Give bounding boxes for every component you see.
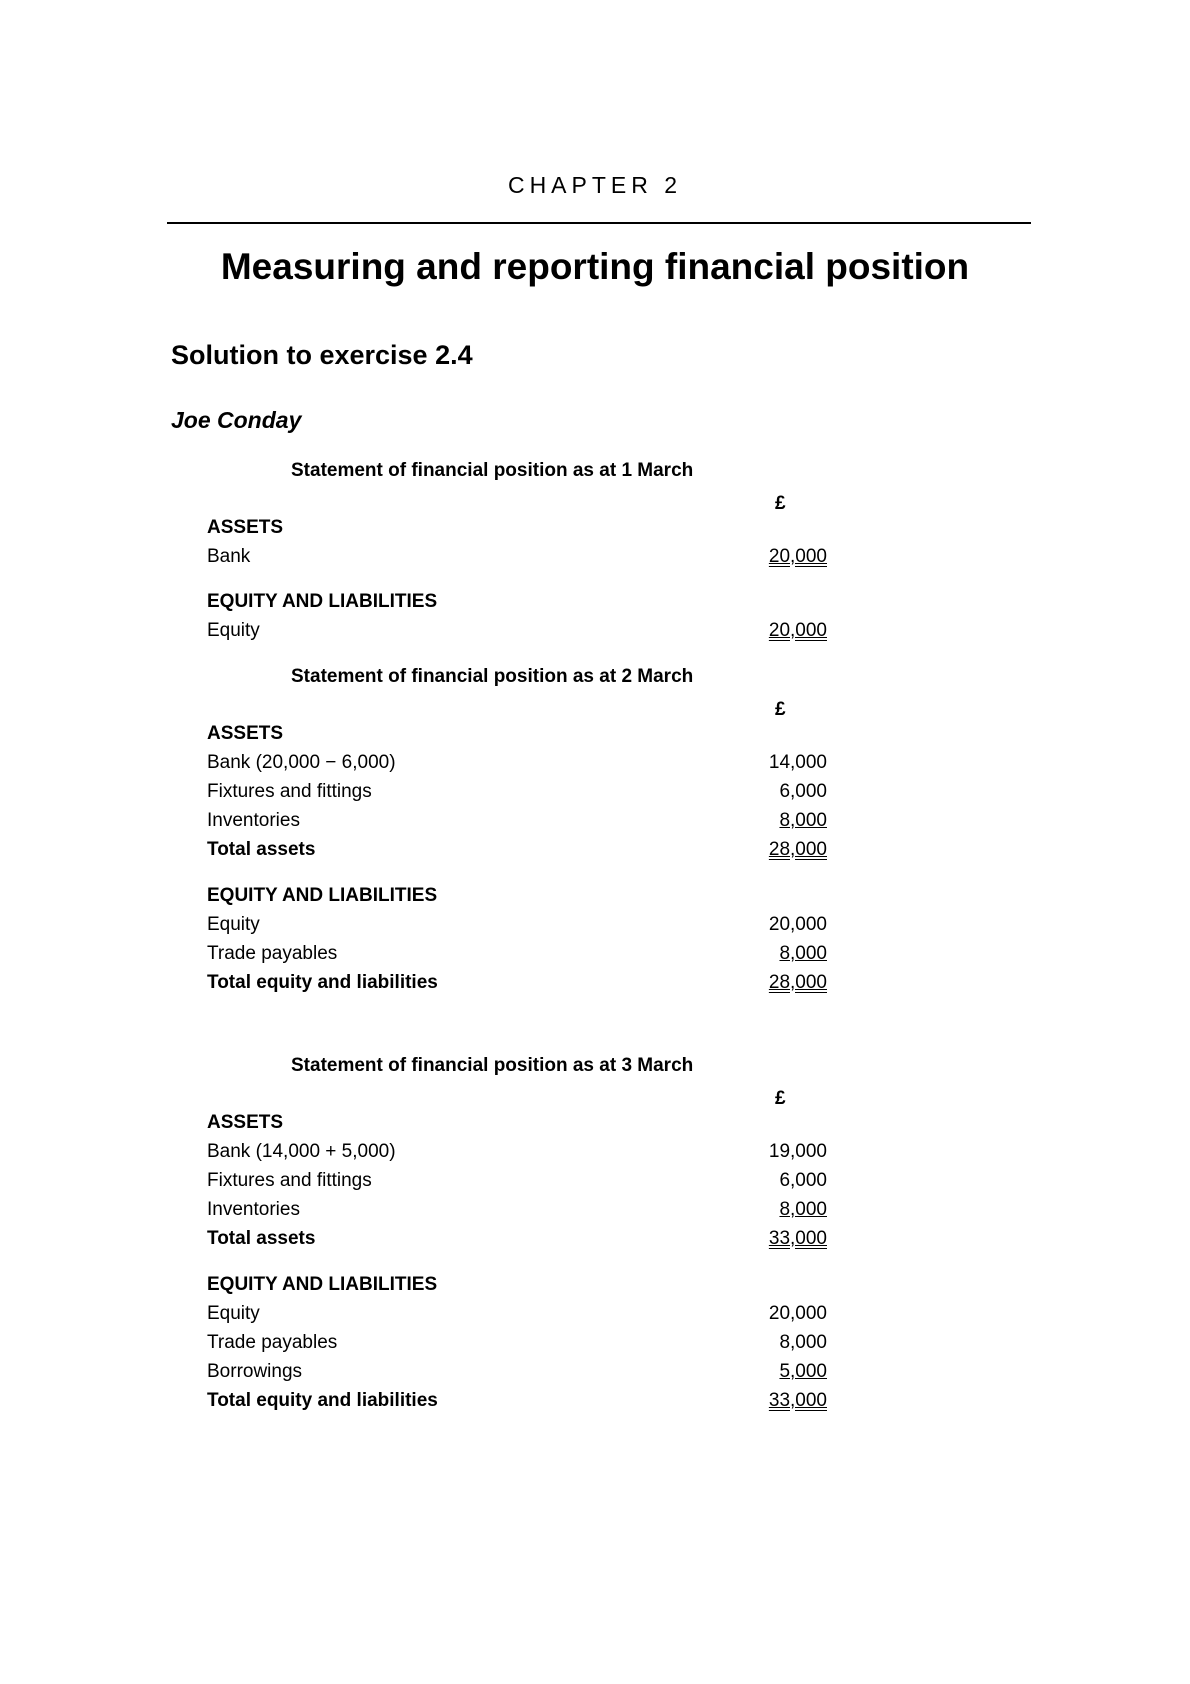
line-item-label: Equity xyxy=(207,914,260,935)
line-item-amount: 14,000 xyxy=(768,752,827,773)
entity-name: Joe Conday xyxy=(171,407,302,433)
total-amount: 28,000 xyxy=(768,839,827,860)
line-item xyxy=(207,810,827,836)
line-item xyxy=(207,1332,827,1358)
equity-heading-row xyxy=(207,591,827,617)
total-row xyxy=(207,972,827,998)
currency-symbol: £ xyxy=(775,493,786,514)
total-row xyxy=(207,839,827,865)
line-item-label: Inventories xyxy=(207,1199,300,1220)
line-item-label: Bank (20,000 − 6,000) xyxy=(207,752,396,773)
chapter-title: Measuring and reporting financial position xyxy=(220,246,970,287)
line-item-label: Fixtures and fittings xyxy=(207,781,372,802)
line-item-label: Trade payables xyxy=(207,943,338,964)
line-item-amount: 5,000 xyxy=(779,1361,827,1382)
line-item-amount: 20,000 xyxy=(768,1303,827,1324)
total-label: Total equity and liabilities xyxy=(207,1390,438,1411)
assets-heading-row xyxy=(207,517,827,543)
line-item xyxy=(207,914,827,940)
line-item-amount: 8,000 xyxy=(779,810,827,831)
line-item xyxy=(207,1361,827,1387)
line-item-amount: 8,000 xyxy=(779,1332,827,1353)
line-item xyxy=(207,1141,827,1167)
total-row xyxy=(207,1228,827,1254)
currency-symbol: £ xyxy=(775,699,786,720)
line-item xyxy=(207,1199,827,1225)
assets-heading: ASSETS xyxy=(207,723,284,744)
assets-heading-row xyxy=(207,723,827,749)
line-item-amount: 8,000 xyxy=(779,943,827,964)
statement-title: Statement of financial position as at 2 March xyxy=(291,666,694,687)
equity-heading-row xyxy=(207,885,827,911)
total-label: Total equity and liabilities xyxy=(207,972,438,993)
total-amount: 33,000 xyxy=(768,1228,827,1249)
solution-heading: Solution to exercise 2.4 xyxy=(171,340,473,370)
equity-heading: EQUITY AND LIABILITIES xyxy=(207,885,438,906)
line-item-label: Trade payables xyxy=(207,1332,338,1353)
total-label: Total assets xyxy=(207,839,316,860)
chapter-label: CHAPTER 2 xyxy=(507,172,683,198)
currency-symbol: £ xyxy=(775,1088,786,1109)
total-label: Total assets xyxy=(207,1228,316,1249)
line-item xyxy=(207,943,827,969)
line-item xyxy=(207,546,827,572)
line-item xyxy=(207,620,827,646)
line-item-amount: 19,000 xyxy=(768,1141,827,1162)
equity-heading: EQUITY AND LIABILITIES xyxy=(207,1274,438,1295)
assets-heading-row xyxy=(207,1112,827,1138)
line-item-amount: 20,000 xyxy=(768,620,827,641)
total-amount: 33,000 xyxy=(768,1390,827,1411)
line-item-label: Inventories xyxy=(207,810,300,831)
line-item-amount: 6,000 xyxy=(779,781,827,802)
line-item-amount: 20,000 xyxy=(768,546,827,567)
line-item-label: Equity xyxy=(207,1303,260,1324)
line-item xyxy=(207,1303,827,1329)
total-amount: 28,000 xyxy=(768,972,827,993)
statement-title: Statement of financial position as at 3 March xyxy=(291,1055,694,1076)
line-item-amount: 6,000 xyxy=(779,1170,827,1191)
line-item-label: Bank xyxy=(207,546,251,567)
line-item-label: Equity xyxy=(207,620,260,641)
line-item xyxy=(207,1170,827,1196)
assets-heading: ASSETS xyxy=(207,1112,284,1133)
line-item-label: Bank (14,000 + 5,000) xyxy=(207,1141,396,1162)
line-item-amount: 20,000 xyxy=(768,914,827,935)
line-item xyxy=(207,752,827,778)
line-item-label: Borrowings xyxy=(207,1361,303,1382)
total-row xyxy=(207,1390,827,1416)
equity-heading-row xyxy=(207,1274,827,1300)
equity-heading: EQUITY AND LIABILITIES xyxy=(207,591,438,612)
chapter-rule xyxy=(167,222,1031,224)
line-item-amount: 8,000 xyxy=(779,1199,827,1220)
line-item-label: Fixtures and fittings xyxy=(207,1170,372,1191)
statement-title: Statement of financial position as at 1 March xyxy=(291,460,694,481)
assets-heading: ASSETS xyxy=(207,517,284,538)
line-item xyxy=(207,781,827,807)
